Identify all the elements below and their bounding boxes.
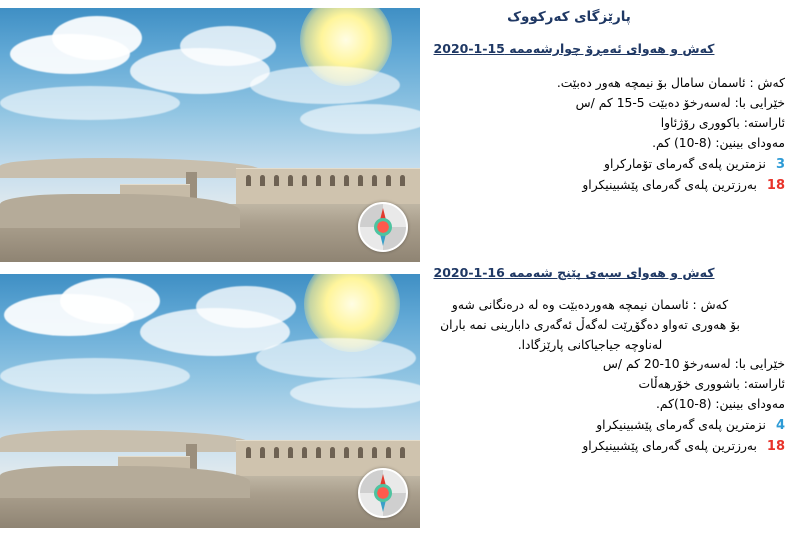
day1-line-visibility: مەودای بینین: (8-10) کم. (652, 136, 785, 151)
ground-mound (0, 466, 250, 498)
forecast-block-day2 (389, 264, 785, 457)
day2-max-temp-row (389, 436, 785, 457)
day2-min-temp-row (389, 415, 785, 436)
day1-line-wind-speed: خێرایی با: لەسەرخۆ دەبێت 5-15 کم /س (575, 96, 785, 111)
day2-line-visibility: مەودای بینین: (8-10)کم. (656, 397, 785, 412)
day1-min-temp-row (389, 154, 785, 175)
forecast-block-day1 (389, 40, 785, 196)
day2-max-temp-value: 18 (766, 438, 785, 454)
cloud-icon (250, 66, 400, 104)
day2-min-temp-label: نزمترین پلەی گەرمای پێشبینیکراو (596, 417, 766, 432)
cloud-icon (180, 26, 276, 66)
cloud-icon (0, 358, 190, 394)
day1-max-temp-label: بەرزترین پلەی گەرمای پێشبینیکراو (582, 178, 757, 193)
page-title: پارێزگای کەرکووک (507, 9, 631, 25)
day1-min-temp-label: نزمترین پلەی گەرمای تۆمارکراو (604, 156, 766, 171)
cloud-icon (60, 278, 160, 324)
day1-min-temp-value: 3 (775, 156, 785, 172)
day2-line-sky-3: لەناوچە جیاجیاکانی پارێزگادا. (517, 337, 663, 352)
day2-max-temp-label: بەرزترین پلەی گەرمای پێشبینیکراو (582, 438, 757, 453)
cloud-icon (52, 16, 142, 60)
day2-min-temp-value: 4 (775, 417, 785, 433)
ground-mound (0, 194, 240, 228)
kirkuk-citadel-photo-top (0, 8, 420, 262)
day1-line-sky: کەش : ئاسمان سامال بۆ نیمچە هەور دەبێت. (556, 76, 785, 91)
day1-max-temp-row (389, 175, 785, 196)
day1-heading: کەش و هەوای ئەمڕۆ چوارشەممە 15-1-2020 (433, 41, 715, 57)
day2-line-sky-2: بۆ هەوری تەواو دەگۆڕێت لەگەڵ ئەگەری دابارینی نمە باران (440, 317, 740, 332)
day2-line-wind-speed: خێرایی با: لەسەرخۆ 10-20 کم /س (602, 357, 785, 372)
day2-line-sky-1: کەش : ئاسمان نیمچە هەوردەبێت وە لە درەنگانی شەو (451, 298, 729, 313)
day1-line-direction: ئاراستە: باکووری رۆژئاوا (660, 116, 785, 131)
day1-max-temp-value: 18 (766, 178, 785, 194)
bulletin-text-column (379, 0, 799, 536)
day2-line-direction: ئاراستە: باشووری خۆرهەڵات (638, 377, 785, 392)
kirkuk-citadel-photo-bottom (0, 274, 420, 528)
section-spacer (389, 196, 785, 250)
day2-heading: کەش و هەوای سبەی پێنج شەممە 16-1-2020 (433, 265, 715, 281)
cloud-icon (0, 86, 180, 120)
cloud-icon (196, 286, 296, 328)
